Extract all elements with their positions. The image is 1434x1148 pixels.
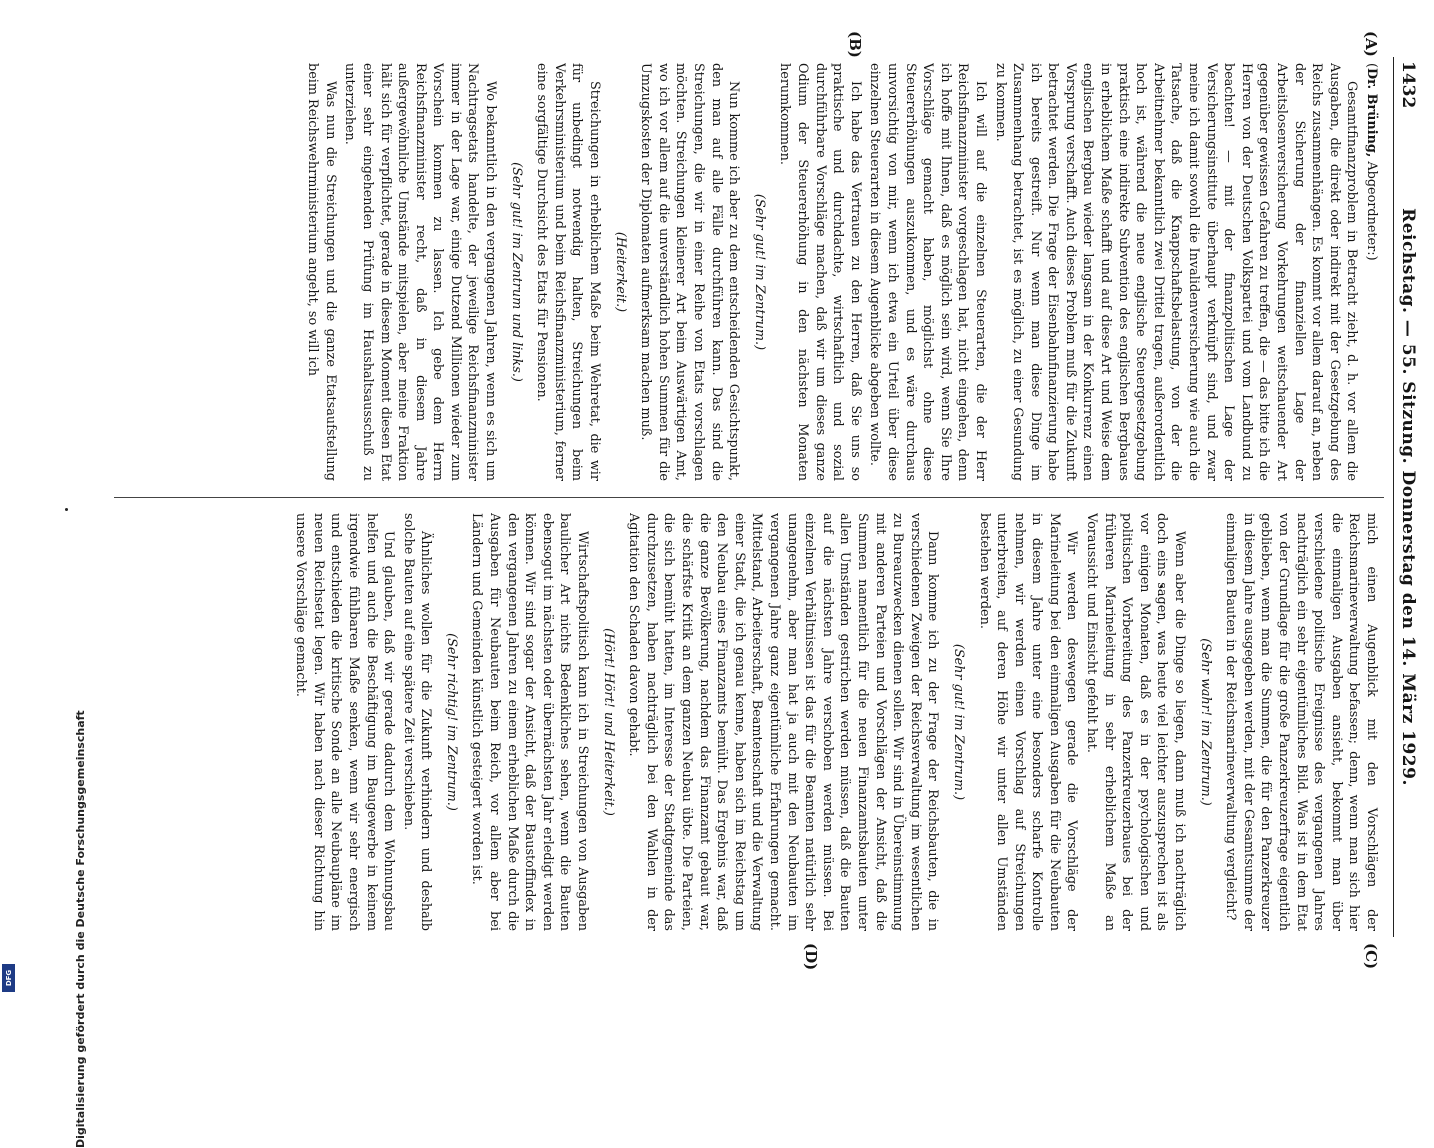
reaction-note: (Sehr wahr! im Zentrum.) [1197,638,1213,806]
margin-letter-b: (B) [846,31,864,58]
scan-speck [65,508,68,511]
margin-letter-c: (C) [1362,943,1380,970]
dfg-logo [2,964,15,992]
paragraph: Wenn aber die Dinge so liegen, dann muß ich nachträglich doch eins sagen, was heute viel leichter auszusprechen ist als vor einigen Monaten, daß es in der psychologischen und politischen Vorbereitung des Panzerkreuzerbaues bei der früheren Marineleitung in sehr erheblichem Maße an Voraussicht und Einsicht gefehlt hat. [1084,513,1188,931]
reaction-note: (Sehr richtig! im Zentrum.) [443,633,459,811]
speaker-role: Abgeordneter: [1364,161,1379,256]
paragraph: Gesamtfinanzproblem in Betracht zieht, d. h. vor allem die Ausgaben, die direkt oder indirekt mit der Gesetzgebung des Reichs zusammenhängen. Es kommt vor allem darauf an, neben der Sicherung der finanziellen Lage der Arbeitslosenversicherung Vorkehrungen weitschauender Art gegenüber gewissen Gefahren zu treffen, die — das bitte ich die Herren von der Deutschen Volkspartei und vom Landbund zu beachten! — mit der finanzpolitischen Lage der Versicherungsinstitute überhaupt verknüpft sind, und zwar meine ich damit sowohl die Invalidenversicherung wie auch die Tatsache, daß die Knappschaftsbelastung, von der die Arbeitnehmer bekanntlich zwei Drittel tragen, außerordentlich hoch ist, während die neue englische Steuergesetzgebung praktisch eine indirekte Subvention des englischen Bergbaues in erheblichem Maße schafft und auf diese Art und Weise dem englischen Bergbau wieder langsam in der Konkurrenz einen Vorsprung verschafft. Auch dieses Problem muß für die Zukunft betrachtet werden. Die Frage der Eisenbahnfinanzierung habe ich bereits gestreift. Nur wenn man diese Dinge im Zusammenhang betrachtet, ist es möglich, zu einer Gesundung zu kommen. [992,63,1360,481]
left-column [110,63,1380,481]
paragraph: Dann komme ich zu der Frage der Reichsbauten, die in verschiedenen Zweigen der Reichsverwaltung im wesentlichen zu Bureauzwecken dienen sollen. Wir sind in Übereinstimmung mit anderen Parteien und Vorschlägen der Ansicht, daß die Summen namentlich für die neuen Finanzamtsbauten unter allen Umständen gestrichen werden müssen, daß die Bauten auf die nächsten Jahre verschoben werden müssen. Bei einzelnen Verhältnissen ist das für die Beamten natürlich sehr unangenehm, aber man hat ja auch mit den Neubauten im vergangenen Jahre ganz eigentümliche Erfahrungen gemacht. Mittelstand, Arbeiterschaft, Beamtenschaft und die Verwaltung einer Stadt, die ich genau kenne, haben sich im Reichstag um den Neubau eines Finanzamts bemüht. Das Ergebnis war, daß die ganze Bevölkerung, nachdem das Finanzamt gebaut war, die schärfste Kritik an dem ganzen Neubau übte. Die Parteien, die sich bemüht hatten, im Interesse der Stadtgemeinde das durchzusetzen, haben nachträglich bei den Wahlen in der Agitation den Schaden davon gehabt. [626,513,941,931]
paragraph: Nun komme ich aber zu dem entscheidenden Gesichtspunkt, den man auf alle Fälle durchführen kann. Das sind die Streichungen, die wir in einer Reihe von Etats vorschlagen möchten. Streichungen kleinerer Art beim Auswärtigen Amt, wo ich vor allem auf die unverständlich hohen Summen für die Umzugskosten der Diplomaten aufmerksam machen muß. [638,63,742,481]
reaction-note: (Sehr gut! im Zentrum und links.) [508,162,524,382]
speaker-name: Dr. Brüning, [1364,68,1379,158]
paragraph: mich einen Augenblick mit den Vorschlägen der Reichsmarineverwaltung befassen; denn, wenn man sich hier die einmaligen Ausgaben ansieht, bekommt man über verschiedene politische Ereignisse des vergangenen Jahres nachträglich ein sehr eigentümliches Bild. Was ist in dem Etat von der Grundlage für die große Panzerkreuzerfrage eigentlich geblieben, wenn man die Summen, die für den Panzerkreuzer in diesem Jahre ausgegeben werden, mit der Gesamtsumme der einmaligen Bauten in der Reichsmarineverwaltung vergleicht? [1223,513,1379,931]
paragraph: Wirtschaftspolitisch kann ich in Streichungen von Ausgaben baulicher Art nichts Bedenkliches sehen, wenn die Bauten ebensogut im nächsten oder übernächsten Jahr erledigt werden können. Wir sind sogar der Ansicht, daß der Baustoffindex in den vergangenen Jahren zu einem erheblichen Maße durch die Ausgaben für Neubauten beim Reich, vor allem aber bei Ländern und Gemeinden künstlich gesteigert worden ist. [469,513,591,931]
reaction-note: (Heiterkeit.) [612,231,628,313]
margin-letter-a: (A) [1362,31,1380,57]
speaker-line: (Dr. Brüning, Abgeordneter:) [1364,63,1379,261]
digitization-credit: Digitalisierung gefördert durch die Deutsche Forschungsgemeinschaft [74,710,87,1148]
running-head: Reichstag. — 55. Sitzung. Donnerstag den 14. März 1929. [1398,208,1418,786]
paragraph: Ich will auf die einzelnen Steuerarten, die der Herr Reichsfinanzminister vorgeschlagen hat, nicht eingehen, denn ich hoffe mit Ihnen, daß es möglich sein wird, wenn Sie Ihre Vorschläge gemacht haben, möglichst ohne diese Steuererhöhungen auszukommen, und es wäre durchaus unvorsichtig von mir, wenn ich etwa ein Urteil über diese einzelnen Steuerarten in diesem Augenblicke abgeben wollte. [867,63,988,481]
margin-letter-d: (D) [802,943,820,971]
column-divider [114,497,1384,498]
page-header [1393,57,1420,937]
reaction-note: (Sehr gut! im Zentrum.) [950,643,966,801]
right-column [110,513,1380,931]
paragraph: Ähnliches wollen für die Zukunft verhindern und deshalb solche Bauten auf eine spätere Zeit verschieben. [400,513,434,931]
paragraph: Wo bekanntlich in den vergangenen Jahren, wenn es sich um Nachtragsetats handelte, der jeweilige Reichsfinanzminister immer in der Lage war, einige Dutzend Millionen wieder zum Vorschein kommen zu lassen. Ich gebe dem Herrn Reichsfinanzminister recht, daß in diesem Jahre außergewöhnliche Umstände mitspielen, aber meine Fraktion hält sich für verpflichtet, gerade in diesem Moment diesen Etat einer sehr eingehenden Prüfung im Haushaltsausschuß zu unterziehen. [342,63,499,481]
reaction-note: (Hört! Hört! und Heiterkeit.) [600,628,616,816]
page-number: 1432 [1398,61,1418,109]
paragraph: Streichungen in erheblichem Maße beim Wehretat, die wir für unbedingt notwendig halten, Streichungen beim Verkehrsministerium und beim Reichsfinanzministerium, ferner eine sorgfältige Durchsicht des Etats für Pensionen. [534,63,603,481]
paragraph: Wir werden deswegen gerade die Vorschläge der Marineleitung bei den einmaligen Ausgaben für die Neubauten in diesem Jahre unter eine besonders scharfe Kontrolle nehmen, wir werden einen Vorschlag auf Streichungen unterbreiten, auf deren Höhe wir unter allen Umständen bestehen werden. [976,513,1080,931]
dfg-logo-text: DFG [5,969,13,987]
reaction-note: (Sehr gut! im Zentrum.) [751,193,767,351]
paragraph: Ich habe das Vertrauen zu den Herren, daß Sie uns so praktische und durchdachte, wirtschaftlich und sozial durchführbare Vorschläge machen, daß wir um dieses ganze Odium der Steuererhöhung in den nächsten Monaten herumkommen. [777,63,863,481]
scanned-page [100,31,1420,971]
paragraph: Und glauben, daß wir gerade dadurch dem Wohnungsbau helfen und auch die Beschäftigung im Baugewerbe in keinem irgendwie fühlbaren Maße senken, wenn wir sehr energisch und entschieden die kritische Sonde an alle Neubaupläne im neuen Reichsetat legen. Wir haben nach dieser Richtung hin unsere Vorschläge gemacht. [293,513,397,931]
paragraph: Was nun die Streichungen und die ganze Etatsaufstellung beim Reichswehrministerium angeht, so will ich [305,63,338,481]
